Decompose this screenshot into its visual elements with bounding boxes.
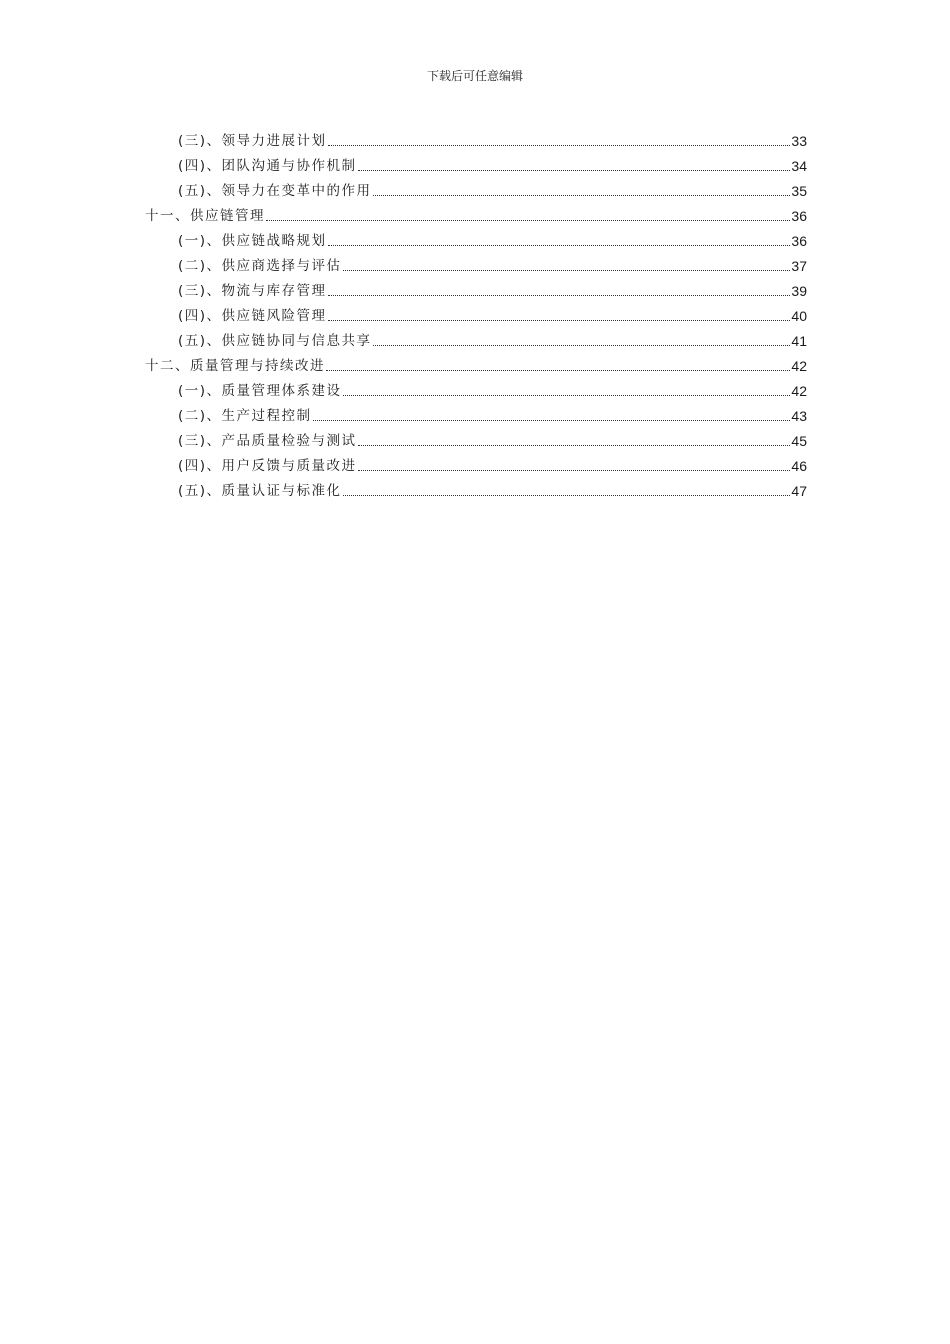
toc-dot-leader (373, 345, 791, 346)
toc-entry[interactable] (178, 427, 807, 449)
toc-entry-label: (三)、产品质量检验与测试 (178, 433, 357, 449)
toc-dot-leader (328, 320, 791, 321)
toc-page-number: 36 (791, 208, 807, 224)
toc-dot-leader (266, 220, 790, 221)
toc-page-number: 47 (791, 483, 807, 499)
toc-entry[interactable] (145, 352, 807, 374)
toc-dot-leader (373, 195, 791, 196)
toc-page-number: 42 (791, 383, 807, 399)
toc-page-number: 39 (791, 283, 807, 299)
toc-page-number: 40 (791, 308, 807, 324)
toc-dot-leader (343, 395, 791, 396)
toc-page-number: 33 (791, 133, 807, 149)
toc-entry[interactable] (178, 327, 807, 349)
toc-entry-label: (二)、生产过程控制 (178, 408, 312, 424)
toc-page-number: 46 (791, 458, 807, 474)
toc-page-number: 41 (791, 333, 807, 349)
toc-entry[interactable] (178, 252, 807, 274)
toc-entry-label: (五)、领导力在变革中的作用 (178, 183, 372, 199)
toc-entry[interactable] (145, 202, 807, 224)
toc-entry[interactable] (178, 452, 807, 474)
toc-dot-leader (358, 470, 791, 471)
toc-entry-label: (一)、质量管理体系建设 (178, 383, 342, 399)
toc-entry-label: (四)、用户反馈与质量改进 (178, 458, 357, 474)
toc-entry-label: (三)、领导力进展计划 (178, 133, 327, 149)
toc-dot-leader (358, 170, 791, 171)
toc-entry[interactable] (178, 227, 807, 249)
toc-dot-leader (328, 145, 791, 146)
toc-dot-leader (328, 295, 791, 296)
toc-entry-label: (二)、供应商选择与评估 (178, 258, 342, 274)
toc-entry[interactable] (178, 152, 807, 174)
toc-entry[interactable] (178, 127, 807, 149)
toc-dot-leader (326, 370, 790, 371)
toc-page-number: 34 (791, 158, 807, 174)
toc-dot-leader (343, 495, 791, 496)
toc-entry-label: (一)、供应链战略规划 (178, 233, 327, 249)
toc-page-number: 45 (791, 433, 807, 449)
toc-entry-label: 十一、供应链管理 (145, 208, 265, 224)
toc-entry[interactable] (178, 402, 807, 424)
toc-page-number: 42 (791, 358, 807, 374)
toc-entry-label: 十二、质量管理与持续改进 (145, 358, 325, 374)
toc-page-number: 36 (791, 233, 807, 249)
toc-entry[interactable] (178, 277, 807, 299)
toc-dot-leader (328, 245, 791, 246)
toc-page-number: 35 (791, 183, 807, 199)
toc-entry-label: (四)、团队沟通与协作机制 (178, 158, 357, 174)
toc-entry[interactable] (178, 477, 807, 499)
toc-page-number: 37 (791, 258, 807, 274)
toc-dot-leader (358, 445, 791, 446)
toc-entry-label: (五)、供应链协同与信息共享 (178, 333, 372, 349)
toc-dot-leader (343, 270, 791, 271)
toc-entry[interactable] (178, 377, 807, 399)
toc-page-number: 43 (791, 408, 807, 424)
toc-entry[interactable] (178, 302, 807, 324)
toc-entry[interactable] (178, 177, 807, 199)
toc-entry-label: (五)、质量认证与标准化 (178, 483, 342, 499)
toc-entry-label: (四)、供应链风险管理 (178, 308, 327, 324)
toc-entry-label: (三)、物流与库存管理 (178, 283, 327, 299)
toc-dot-leader (313, 420, 791, 421)
page-header: 下载后可任意编辑 (426, 69, 523, 83)
